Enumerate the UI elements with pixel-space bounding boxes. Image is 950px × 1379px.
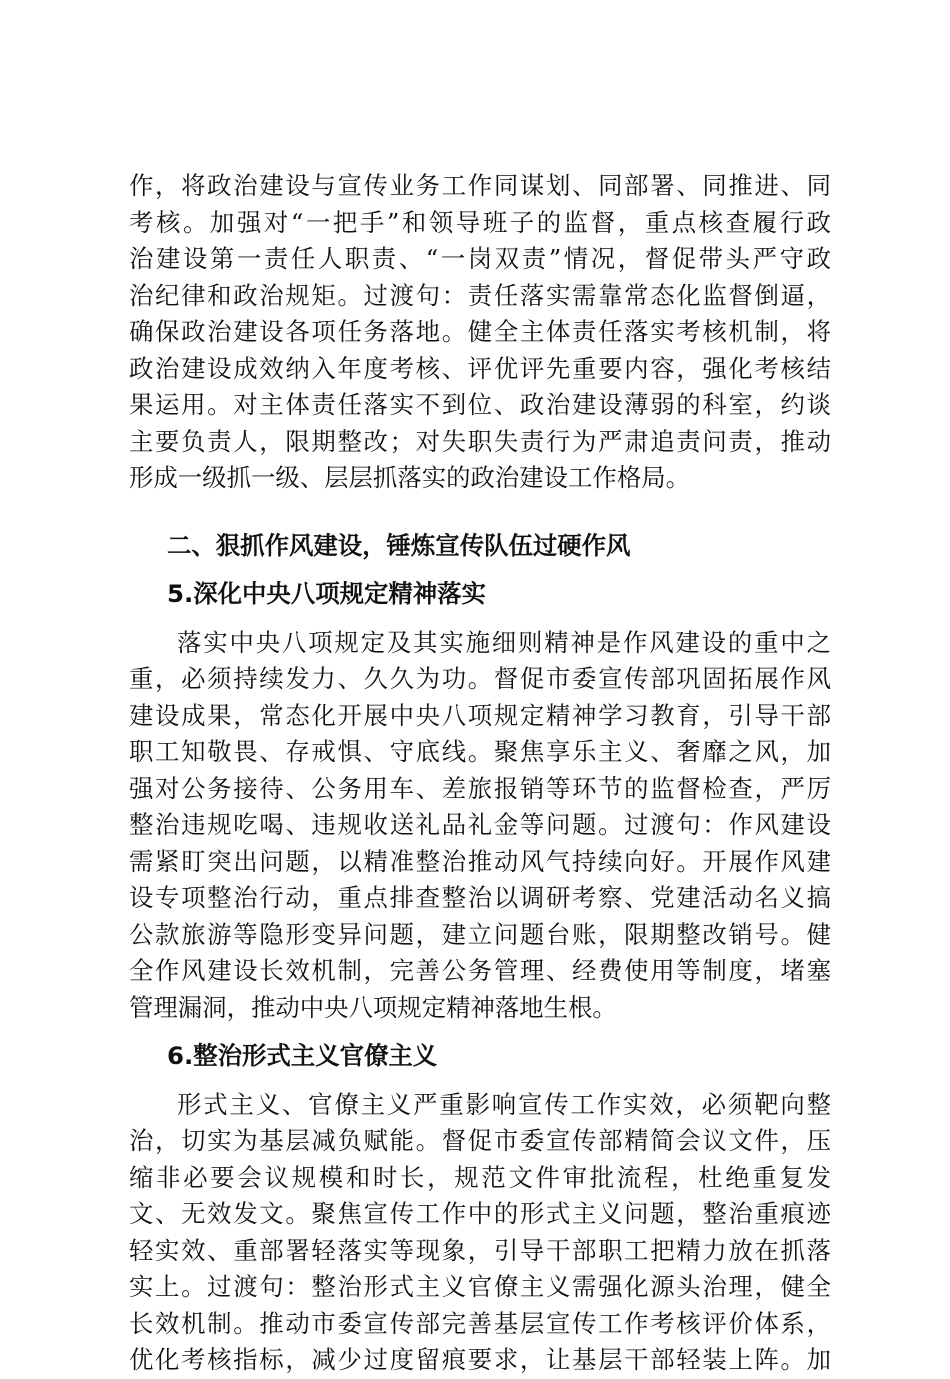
text-line: 优化考核指标，减少过度留痕要求，让基层干部轻装上阵。加 (129, 1345, 831, 1374)
text-line: 全作风建设长效机制，完善公务管理、经费使用等制度，堵塞 (129, 956, 831, 985)
text-line: 职工知敬畏、存戒惧、守底线。聚焦享乐主义、奢靡之风，加 (129, 737, 831, 766)
text-line: 主要负责人，限期整改；对失职失责行为严肃追责问责，推动 (129, 426, 831, 456)
text-line: 重，必须持续发力、久久为功。督促市委宣传部巩固拓展作风 (129, 664, 831, 693)
paragraph-political-accountability (129, 168, 831, 497)
text-line: 治建设第一责任人职责、“一岗双责”情况，督促带头严守政 (129, 244, 831, 273)
text-line: 政治建设成效纳入年度考核、评优评先重要内容，强化考核结 (129, 353, 831, 383)
text-line: 考核。加强对“一把手”和领导班子的监督，重点核查履行政 (129, 207, 831, 237)
text-line: 治纪律和政治规矩。过渡句：责任落实需靠常态化监督倒逼， (129, 280, 831, 310)
subheading-eight-regulations: 5.深化中央八项规定精神落实 (167, 579, 486, 608)
text-line: 果运用。对主体责任落实不到位、政治建设薄弱的科室，约谈 (129, 390, 831, 419)
document-page (129, 168, 831, 1379)
text-line: 管理漏洞，推动中央八项规定精神落地生根。 (129, 992, 617, 1022)
section-heading-work-style: 二、狠抓作风建设，锤炼宣传队伍过硬作风 (167, 530, 631, 560)
paragraph-formalism (129, 1087, 831, 1379)
text-line: 设专项整治行动，重点排查整治以调研考察、党建活动名义搞 (129, 883, 831, 912)
text-line: 需紧盯突出问题，以精准整治推动风气持续向好。开展作风建 (129, 846, 831, 876)
text-line: 长效机制。推动市委宣传部完善基层宣传工作考核评价体系， (129, 1308, 831, 1338)
text-line: 轻实效、重部署轻落实等现象，引导干部职工把精力放在抓落 (129, 1235, 831, 1265)
text-line: 建设成果，常态化开展中央八项规定精神学习教育，引导干部 (129, 700, 831, 730)
subheading-formalism: 6.整治形式主义官僚主义 (167, 1041, 438, 1070)
text-line: 形成一级抓一级、层层抓落实的政治建设工作格局。 (129, 463, 690, 492)
text-line: 缩非必要会议规模和时长，规范文件审批流程，杜绝重复发 (129, 1162, 831, 1192)
text-line: 公款旅游等隐形变异问题，建立问题台账，限期整改销号。健 (129, 919, 831, 949)
text-line: 实上。过渡句：整治形式主义官僚主义需强化源头治理，健全 (129, 1272, 831, 1301)
text-line: 落实中央八项规定及其实施细则精神是作风建设的重中之 (177, 627, 831, 657)
text-line: 形式主义、官僚主义严重影响宣传工作实效，必须靶向整 (177, 1089, 831, 1119)
text-line: 强对公务接待、公务用车、差旅报销等环节的监督检查，严厉 (129, 773, 831, 803)
text-line: 治，切实为基层减负赋能。督促市委宣传部精简会议文件，压 (129, 1126, 831, 1155)
text-line: 整治违规吃喝、违规收送礼品礼金等问题。过渡句：作风建设 (129, 810, 831, 839)
text-line: 确保政治建设各项任务落地。健全主体责任落实考核机制，将 (129, 317, 831, 346)
paragraph-eight-regulations (129, 625, 831, 1027)
text-line: 文、无效发文。聚焦宣传工作中的形式主义问题，整治重痕迹 (129, 1199, 831, 1228)
text-line: 作，将政治建设与宣传业务工作同谋划、同部署、同推进、同 (129, 171, 831, 200)
